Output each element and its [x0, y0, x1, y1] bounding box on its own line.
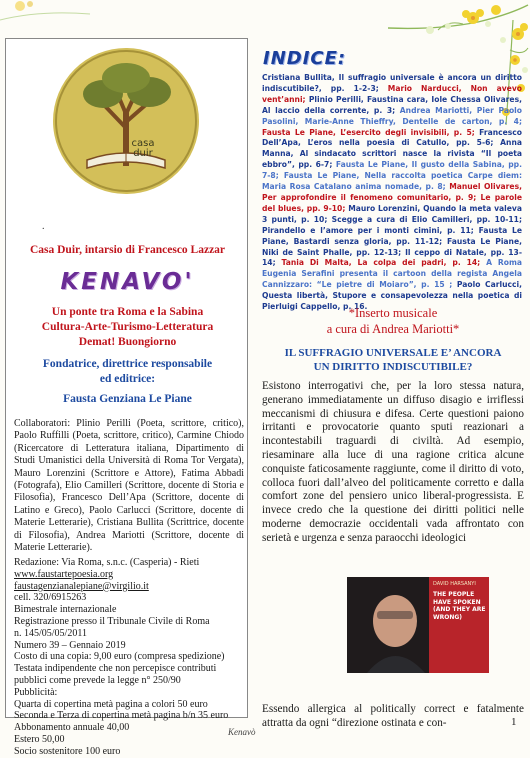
- article-photo: [347, 577, 489, 673]
- email-link[interactable]: faustagenzianalepiane@virgilio.it: [14, 580, 149, 592]
- brand-title: KENAVO': [60, 269, 195, 295]
- index-entries: [262, 73, 522, 313]
- info-line: Registrazione presso il Tribunale Civile di Roma: [14, 615, 210, 627]
- article-title: IL SUFFRAGIO UNIVERSALE E’ ANCORA UN DIRITTO INDISCUTIBILE?: [284, 347, 502, 373]
- index-entry: Cristiana Bullita, Il suffragio universale è ancora un diritto indiscutibile?, pp. 1-2-3;: [262, 73, 522, 93]
- flower-decoration-left: [0, 0, 120, 36]
- collaborators-text: Collaboratori: Plinio Perilli (Poeta, scrittore, critico), Paolo Ruffilli (Poeta, scrittore, critico), Carmine Chiodo (Ricercatore di Letteratura italiana, Dipartimento di Studi Umanistici della Università di Roma Tor Vergata), Mauro Lorenzini (Scrittore e Attore), Fatima Abbadi (Fotografa), Elio Camilleri (Scrittore, docente di Storia e Filosofia), Francesco Dell’Apa (Scrittore, docente di Latino e Greco), Paolo Carlucci (Scrittore, docente di Materie Letterarie), Cristiana Bullita (Scrittrice, docente di Filosofia), Andrea Mariotti (Scrittore, docente di Materie Letterarie).: [14, 418, 244, 554]
- info-line: Pubblicità:: [14, 686, 58, 698]
- index-entry: Mauro Lorenzini, Quando la meta valeva 3 punti, p. 10; Scegge a cura di Elio Camilleri, pp. 10-11; Pirandello e l’amore per i monti cimini, p. 11; Fausta Le Piane, Bastardi senza gloria, pp. 11-12; Fausta Le Piane, Niki de Saint Phalle, pp. 12-13; Il ceppo di Natale, pp. 13-14;: [262, 203, 522, 268]
- casa-duir-logo: [53, 48, 199, 194]
- logo-caption-credit: Casa Duir, intarsio di Francesco Lazzar: [29, 244, 226, 256]
- info-line: Abbonamento annuale 40,00: [14, 722, 130, 734]
- info-line: Costo di una copia: 9,00 euro (compresa spedizione): [14, 651, 225, 663]
- index-entry: Andrea Mariotti, Pier Paolo Pasolini, Marie-Anne Thieffry, Dentelle de carton, p. 4;: [262, 105, 522, 126]
- info-line: Redazione: Via Roma, s.n.c. (Casperia) - Rieti: [14, 557, 200, 568]
- book-author: DAVID HARSANYI: [433, 581, 476, 587]
- article-continuation: Essendo allergica al politically correct e fatalmente attratta da ogni “direzione ostinata e con-: [262, 703, 524, 729]
- index-title: INDICE:: [263, 48, 347, 69]
- index-entry: Paolo Carlucci, Questa libertà, Stupore e consapevolezza nella poetica di Pierluigi Cappello, p. 16.: [262, 280, 522, 312]
- index-entry: Fausta Le Piane, Il gusto della Sabina, pp. 7-8; Fausta Le Piane, Nella raccolta poetica Carpe diem: Maria Rosa Catalano anima nomade, p. 8;: [262, 160, 522, 192]
- index-entry: Plinio Perilli, Faustina cara, Iole Chessa Olivares, Al laccio della corrente, p. 3;: [262, 94, 522, 115]
- website-link[interactable]: www.faustartepoesia.org: [14, 568, 114, 580]
- index-entry: Tania Di Malta, La colpa dei padri, p. 14;: [281, 258, 487, 268]
- book-title: THE PEOPLE HAVE SPOKEN (AND THEY ARE WRONG): [433, 591, 486, 621]
- index-entry: Francesco Dell’Apa, L’eros nella poesia di Catullo, pp. 5-6; Anna Manna, Al sindacato scrittori nasce la rivista “Il poeta ebbro”, pp. 6-7;: [262, 127, 522, 170]
- index-entry: Manuel Olivares, Per approfondire il fenomeno comunitario, p. 9; Le parole del blues, pp. 9-10;: [262, 182, 522, 213]
- page-number: 1: [511, 716, 517, 728]
- publication-info: [14, 557, 246, 758]
- info-line: Estero 50,00: [14, 733, 65, 745]
- info-line: Bimestrale internazionale: [14, 604, 117, 616]
- separator-dot: .: [42, 221, 45, 232]
- info-line: n. 145/05/05/2011: [14, 627, 87, 639]
- music-insert-note: *Inserto musicale a cura di Andrea Mariotti*: [326, 306, 460, 336]
- info-line: Testata indipendente che non percepisce contributi pubblici come prevede la legge n° 250/90: [14, 663, 217, 686]
- info-line: Quarta di copertina metà pagina a colori 50 euro: [14, 698, 208, 710]
- index-entry: A Roma Eugenia Serafini presenta il cartoon della regista Angela Cannizzaro: “Le pietre di Moiaro”, p. 15 ;: [262, 258, 523, 290]
- index-entry: Mario Narducci, Non avevo vent’anni;: [262, 83, 522, 104]
- founder-label: Fondatrice, direttrice responsabile ed editrice:: [42, 358, 213, 385]
- info-line: Numero 39 – Gennaio 2019: [14, 639, 126, 651]
- info-line: Seconda e Terza di copertina metà pagina b/n 35 euro: [14, 710, 229, 722]
- info-line: Socio sostenitore 100 euro: [14, 745, 121, 757]
- logo-caption: casa duir: [131, 138, 155, 159]
- article-body: Esistono interrogativi che, per la loro stessa natura, generano immediatamente un diffuso disagio e irriflessi meccanismi di chiusura e difesa. Certe questioni paiono irritanti e provocatorie quanto sputi reazionari a incontestabili traguardi di civiltà. Ad esempio, riesaminare alla luce di una ragione critica alcune conquiste faticosamente raggiunte, come il diritto di voto, colloca fuori dall’alveo del politicamente corretto e dalla comfort zone del pensiero unico liberal-progressista. E invece credo che la questione dei diritti politici nelle moderne democrazie occidentali vada affrontato con serietà e urgenza e senza paraocchi ideologici: [262, 380, 524, 544]
- founder-name: Fausta Genziana Le Piane: [63, 393, 192, 405]
- index-entry: Fausta Le Piane, L’esercito degli invisibili, p. 5;: [262, 127, 480, 137]
- tagline: Un ponte tra Roma e la Sabina Cultura-Arte-Turismo-Letteratura Demat! Buongiorno: [41, 306, 214, 348]
- info-line: cell. 320/6915263: [14, 592, 87, 604]
- footer-brand: Kenavò: [228, 727, 256, 737]
